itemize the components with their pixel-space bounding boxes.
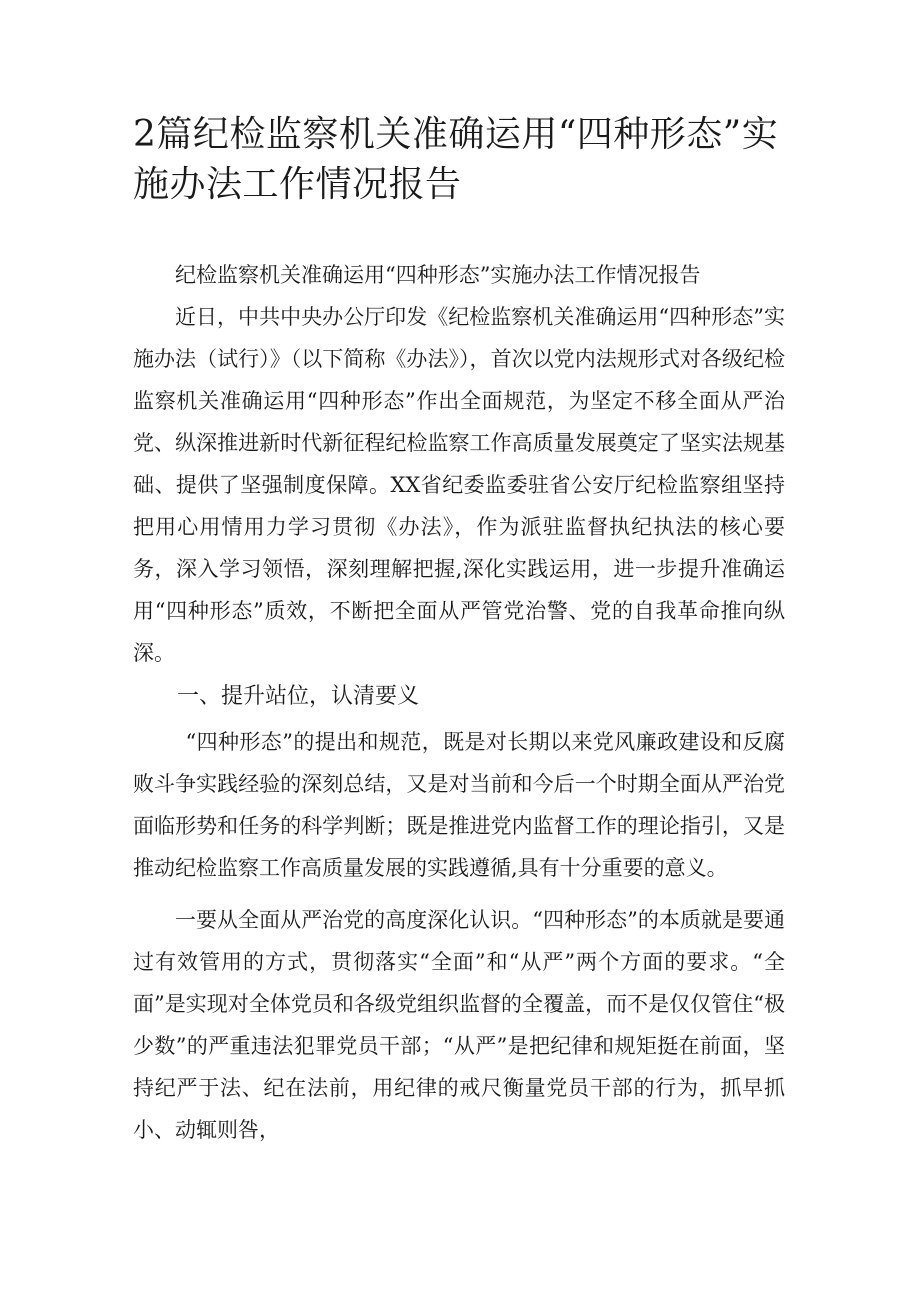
document-body <box>133 254 785 1151</box>
section-heading-1: 一、提升站位，认清要义 <box>177 684 420 709</box>
intro-paragraph: 近日，中共中央办公厅印发《纪检监察机关准确运用“四种形态”实施办法（试行）》（以下简称《办法》），首次以党内法规形式对各级纪检监察机关准确运用“四种形态”作出全面规范，为坚定不移全面从严治党、纵深推进新时代新征程纪检监察工作高质量发展奠定了坚实法规基础、提供了坚强制度保障。XX省纪委监委驻省公安厅纪检监察组坚持把用心用情用力学习贯彻《办法》，作为派驻监督执纪执法的核心要务，深入学习领悟，深刻理解把握,深化实践运用，进一步提升准确运用“四种形态”质效，不断把全面从严管党治警、党的自我革命推向纵深。 <box>133 305 785 665</box>
report-subtitle: 纪检监察机关准确运用“四种形态”实施办法工作情况报告 <box>175 263 701 287</box>
section-1-paragraph-2: 一要从全面从严治党的高度深化认识。“四种形态”的本质就是要通过有效管用的方式，贯彻落实“全面”和“从严”两个方面的要求。“全面”是实现对全体党员和各级党组织监督的全覆盖，而不是仅仅管住“极少数”的严重违法犯罪党员干部；“从严”是把纪律和规矩挺在前面，坚持纪严于法、纪在法前，用纪律的戒尺衡量党员干部的行为，抓早抓小、动辄则咎， <box>133 908 785 1142</box>
section-1-paragraph-1: “四种形态”的提出和规范，既是对长期以来党风廉政建设和反腐败斗争实践经验的深刻总结，又是对当前和今后一个时期全面从严治党面临形势和任务的科学判断；既是推进党内监督工作的理论指引，又是推动纪检监察工作高质量发展的实践遵循,具有十分重要的意义。 <box>133 730 785 880</box>
document-title: 2篇纪检监察机关准确运用“四种形态”实施办法工作情况报告 <box>133 114 779 205</box>
